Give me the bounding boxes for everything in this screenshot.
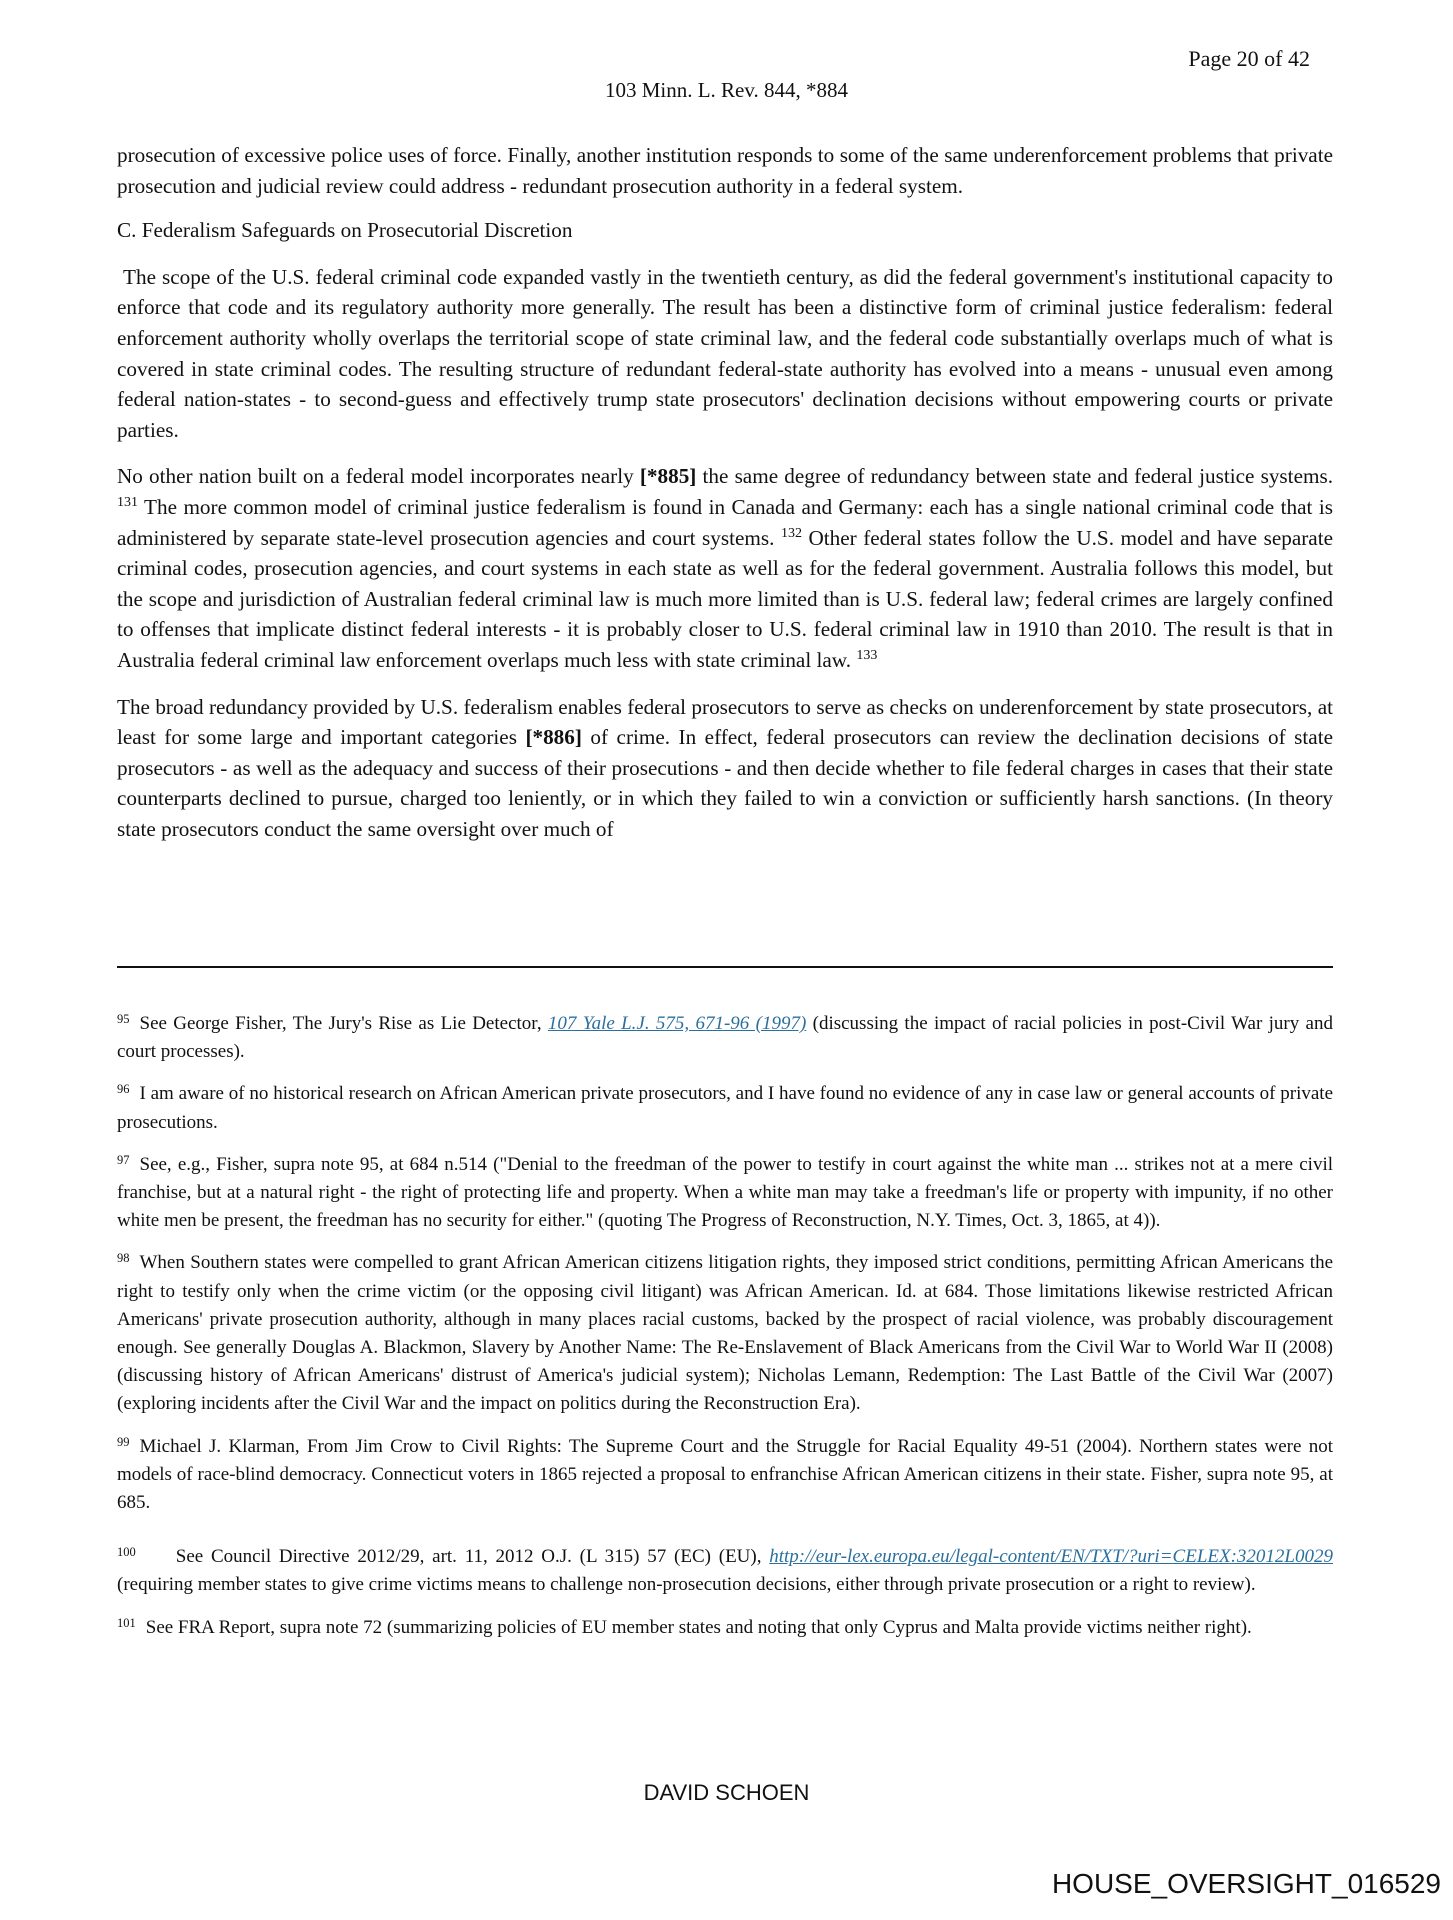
bates-number: HOUSE_OVERSIGHT_016529 <box>1051 1868 1441 1899</box>
footnote-text: See Council Directive 2012/29, art. 11, 2012 O.J. (L 315) 57 (EC) (EU), <box>175 1546 770 1568</box>
footnote-text: (requiring member states to give crime victims means to challenge non-prosecution decisions, either through private prosecution or a right to review). <box>117 1574 1256 1596</box>
text: the same degree of redundancy between state and federal justice systems. <box>696 464 1333 489</box>
footnote-ref[interactable]: 132 <box>780 525 802 541</box>
footnote-101 <box>117 1614 1333 1642</box>
text: of crime. In effect, federal prosecutors can review the declination decisions of state prosecutors - as well as the adequacy and success of their prosecutions - and then decide whether to file federal charges in cases that their state counterparts declined to pursue, charged too leniently, or in which they failed to win a conviction or sufficiently harsh sanctions. (In theory state prosecutors conduct the same oversight over much of <box>117 725 1333 841</box>
body-paragraph-1: prosecution of excessive police uses of force. Finally, another institution responds to some of the same underenforcement problems that private prosecution and judicial review could address - redundant prosecution authority in a federal system. <box>117 143 1333 198</box>
footnote-text: I am aware of no historical research on African American private prosecutors, and I have found no evidence of any in case law or general accounts of private prosecutions. <box>117 1083 1333 1133</box>
footnote-96 <box>117 1080 1333 1136</box>
footnote-number: 98 <box>117 1251 130 1266</box>
footnote-ref[interactable]: 131 <box>117 494 138 510</box>
footnote-100 <box>117 1543 1333 1599</box>
section-heading: C. Federalism Safeguards on Prosecutorial Discretion <box>117 218 573 243</box>
body-paragraph-2: The scope of the U.S. federal criminal code expanded vastly in the twentieth century, as did the federal government's institutional capacity to enforce that code and its regulatory authority more generally. The result has been a distinctive form of criminal justice federalism: federal enforcement authority wholly overlaps the territorial scope of state criminal law, and the federal code substantially overlaps much of what is covered in state criminal codes. The resulting structure of redundant federal-state authority has evolved into a means - unusual even among federal nation-states - to second-guess and effectively trump state prosecutors' declination decisions without empowering courts or private parties. <box>117 264 1339 442</box>
footnote-text: See, e.g., Fisher, supra note 95, at 684 n.514 ("Denial to the freedman of the power to testify in court against the white man ... strikes not at a mere civil franchise, but at a natural right - the right of protecting life and property. When a white man may take a freedman's life or property with impunity, if no other white men be present, the freedman has no security for either." (quoting The Progress of Reconstruction, N.Y. Times, Oct. 3, 1865, at 4)). <box>117 1153 1333 1232</box>
footnote-text: See George Fisher, The Jury's Rise as Lie Detector, <box>139 1013 548 1034</box>
footnote-text: See FRA Report, supra note 72 (summarizing policies of EU member states and noting that only Cyprus and Malta provide victims neither right). <box>145 1616 1252 1638</box>
footnote-95 <box>117 1010 1333 1066</box>
footnote-text: When Southern states were compelled to grant African American citizens litigation rights, they imposed strict conditions, permitting African Americans the right to testify only when the crime victim (or the opposing civil litigant) was African American. Id. at 684. Those limitations likewise restricted African Americans' private prosecution authority, although in many places racial customs, backed by the prospect of racial violence, was probably discouragement enough. See generally Douglas A. Blackmon, Slavery by Another Name: The Re-Enslavement of Black Americans from the Civil War to World War II (2008) (discussing history of African Americans' distrust of America's judicial system); Nicholas Lemann, Redemption: The Last Battle of the Civil War (2007) (exploring incidents after the Civil War and the impact on politics during the Reconstruction Era). <box>117 1252 1333 1415</box>
text: The broad redundancy provided by U.S. federalism enables federal prosecutors to serve as checks on underenforcement by state prosecutors, at least for some large and important categories <box>117 694 1333 750</box>
text: No other nation built on a federal model incorporates nearly <box>117 464 640 489</box>
running-citation: 103 Minn. L. Rev. 844, *884 <box>604 78 849 102</box>
footnote-99 <box>117 1433 1333 1518</box>
footnote-number: 99 <box>117 1434 130 1449</box>
text: Other federal states follow the U.S. model and have separate criminal codes, prosecution agencies, and court systems in each state as well as for the federal government. Australia follows this model, but the scope and jurisdiction of Australian federal criminal law is much more limited than is U.S. federal law; federal crimes are largely confined to offenses that implicate distinct federal interests - it is probably closer to U.S. federal criminal law in 1910 than 2010. The result is that in Australia federal criminal law enforcement overlaps much less with state criminal law. <box>117 525 1333 672</box>
author-footer: DAVID SCHOEN <box>643 1780 810 1805</box>
footnote-number: 101 <box>117 1615 136 1630</box>
footnote-98 <box>117 1249 1333 1418</box>
star-page-marker: [*886] <box>525 725 582 750</box>
footnote-ref[interactable]: 133 <box>856 647 878 663</box>
footnote-text: (discussing the impact of racial policies in post-Civil War jury and court processes). <box>117 1013 1333 1063</box>
footnotes-section <box>117 1010 1333 1656</box>
citation-link[interactable]: 107 Yale L.J. 575, 671-96 (1997) <box>547 1013 807 1034</box>
footnote-number: 97 <box>117 1152 130 1167</box>
body-paragraph-4 <box>117 692 1333 845</box>
eur-lex-link[interactable]: http://eur-lex.europa.eu/legal-content/EN/TXT/?uri=CELEX:32012L0029 <box>769 1546 1333 1568</box>
footnote-number: 100 <box>117 1545 136 1560</box>
main-body <box>117 140 1339 860</box>
star-page-marker: [*885] <box>639 464 697 489</box>
footnote-divider <box>117 966 1333 968</box>
footnote-text: Michael J. Klarman, From Jim Crow to Civil Rights: The Supreme Court and the Struggle for Racial Equality 49-51 (2004). Northern states were not models of race-blind democracy. Connecticut voters in 1865 rejected a proposal to enfranchise African American citizens in their state. Fisher, supra note 95, at 685. <box>117 1435 1333 1514</box>
page-indicator: Page 20 of 42 <box>1188 46 1310 71</box>
body-paragraph-3 <box>117 461 1333 675</box>
text: The more common model of criminal justice federalism is found in Canada and Germany: each has a single national criminal code that is administered by separate state-level prosecution agencies and court systems. <box>117 494 1333 550</box>
footnote-number: 96 <box>117 1082 130 1097</box>
footnote-97 <box>117 1151 1333 1236</box>
footnote-number: 95 <box>117 1012 130 1026</box>
